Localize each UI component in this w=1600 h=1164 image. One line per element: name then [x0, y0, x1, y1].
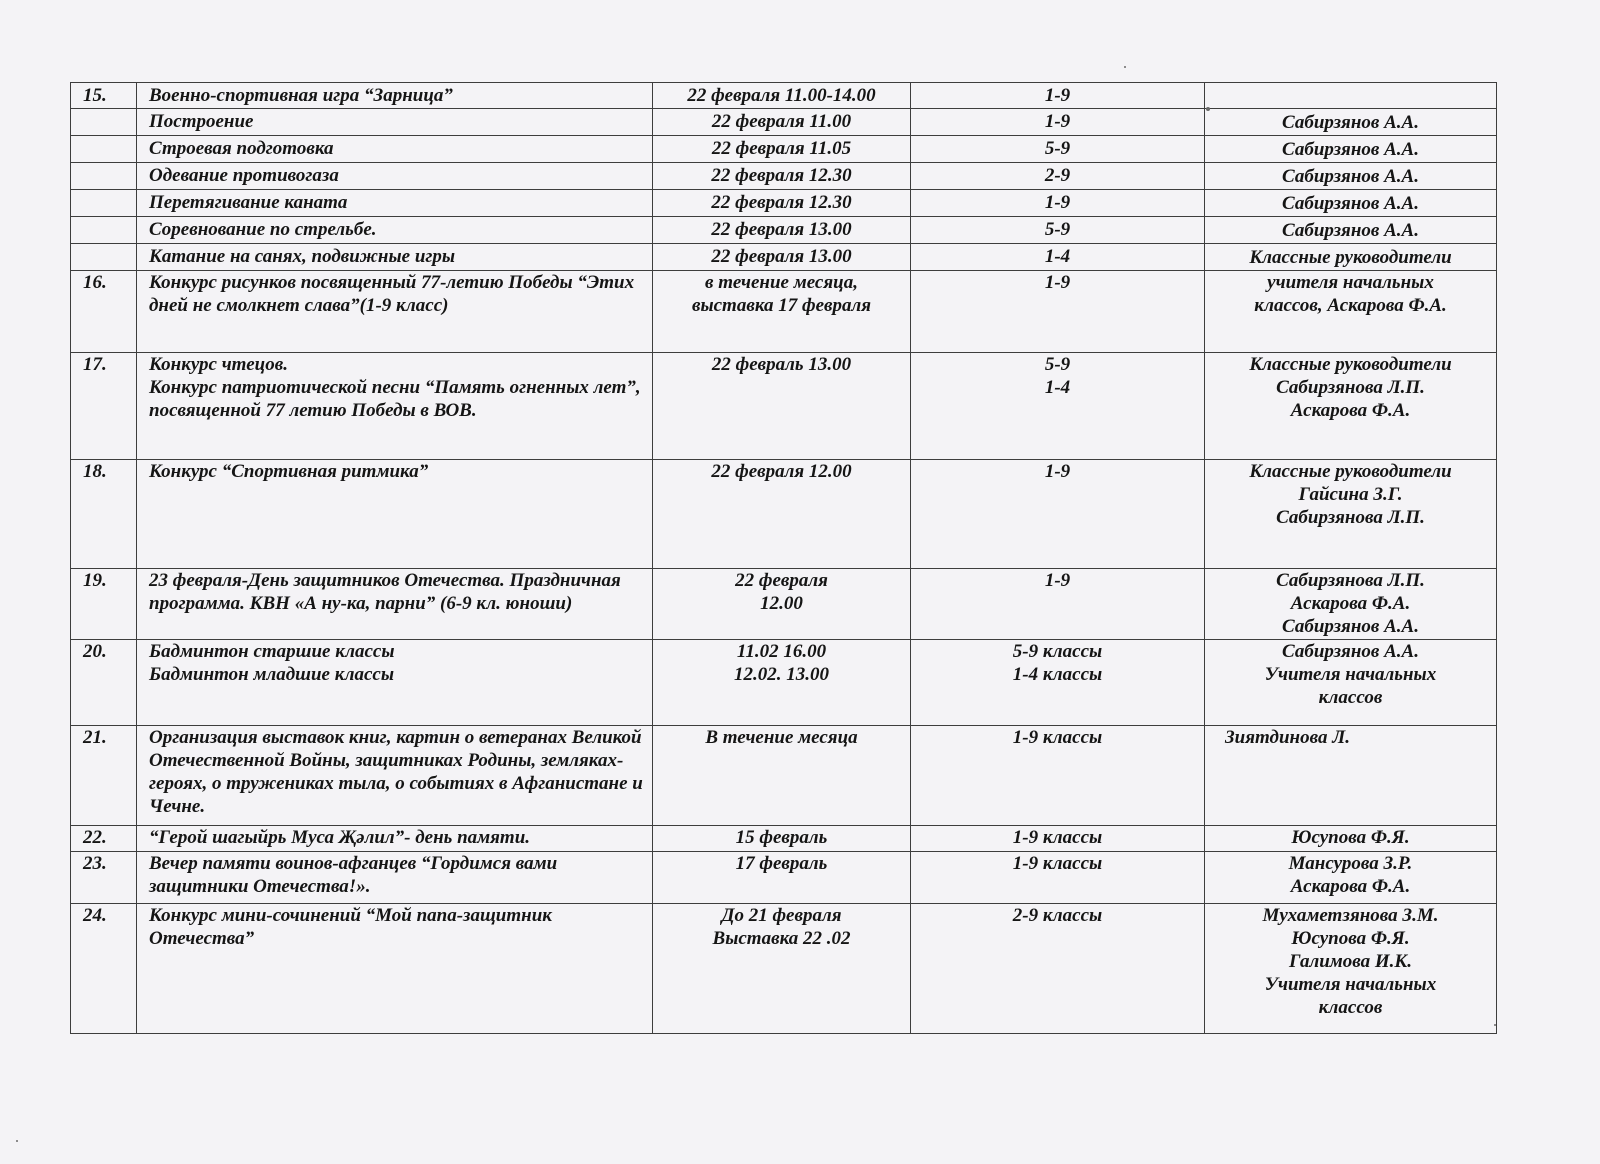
- event-name: Строевая подготовка: [137, 136, 653, 163]
- table-row: [71, 569, 1497, 640]
- event-classes: 1-9 классы: [911, 726, 1205, 826]
- table-row: [71, 109, 1497, 136]
- table-row: [71, 726, 1497, 826]
- scan-speck: [1124, 66, 1126, 68]
- event-schedule-table: [70, 82, 1497, 1034]
- event-date: 22 февраля 12.30: [653, 190, 911, 217]
- scan-speck: [1494, 1024, 1496, 1026]
- row-number: [71, 217, 137, 244]
- event-name: 23 февраля-День защитников Отечества. Праздничная программа. КВН «А ну-ка, парни” (6-9 кл. юноши): [137, 569, 653, 640]
- table-row: [71, 217, 1497, 244]
- row-number: [71, 109, 137, 136]
- event-date: в течение месяца, выставка 17 февраля: [653, 271, 911, 353]
- event-date: 22 февраля 13.00: [653, 217, 911, 244]
- event-responsible: Классные руководители Гайсина З.Г. Сабирзянова Л.П.: [1205, 460, 1497, 569]
- event-name: Построение: [137, 109, 653, 136]
- row-number: [71, 163, 137, 190]
- event-name: Конкурс мини-сочинений “Мой папа-защитник Отечества”: [137, 904, 653, 1034]
- event-responsible: Сабирзянов А.А.: [1205, 217, 1497, 244]
- event-name: Одевание противогаза: [137, 163, 653, 190]
- event-date: В течение месяца: [653, 726, 911, 826]
- event-classes: 2-9 классы: [911, 904, 1205, 1034]
- event-date: 22 февраля 12.00: [653, 460, 911, 569]
- event-name: Соревнование по стрельбе.: [137, 217, 653, 244]
- row-number: 19.: [71, 569, 137, 640]
- row-number: 21.: [71, 726, 137, 826]
- row-number: 24.: [71, 904, 137, 1034]
- row-number: 18.: [71, 460, 137, 569]
- event-date: 11.02 16.00 12.02. 13.00: [653, 640, 911, 726]
- event-name: Военно-спортивная игра “Зарница”: [137, 83, 653, 109]
- row-number: 17.: [71, 353, 137, 460]
- event-classes: 5-9 1-4: [911, 353, 1205, 460]
- event-classes: 1-4: [911, 244, 1205, 271]
- event-name: Катание на санях, подвижные игры: [137, 244, 653, 271]
- event-name: Конкурс “Спортивная ритмика”: [137, 460, 653, 569]
- event-date: 22 февраля 12.00: [653, 569, 911, 640]
- table-row: [71, 271, 1497, 353]
- event-responsible: Классные руководители Сабирзянова Л.П. Аскарова Ф.А.: [1205, 353, 1497, 460]
- event-classes: 1-9: [911, 271, 1205, 353]
- event-date: 22 февраля 12.30: [653, 163, 911, 190]
- event-classes: 5-9: [911, 217, 1205, 244]
- table-row: [71, 136, 1497, 163]
- scan-speck: [16, 1140, 18, 1142]
- event-responsible: Сабирзянов А.А.: [1205, 163, 1497, 190]
- event-classes: 1-9: [911, 569, 1205, 640]
- row-number: [71, 244, 137, 271]
- event-date: 15 февраль: [653, 826, 911, 852]
- table-row: [71, 83, 1497, 109]
- event-name: Вечер памяти воинов-афганцев “Гордимся вами защитники Отечества!».: [137, 852, 653, 904]
- row-number: [71, 136, 137, 163]
- event-classes: 1-9 классы: [911, 826, 1205, 852]
- event-responsible: [1205, 83, 1497, 109]
- event-classes: 2-9: [911, 163, 1205, 190]
- table-row: [71, 852, 1497, 904]
- event-responsible: Сабирзянова Л.П. Аскарова Ф.А. Сабирзянов А.А.: [1205, 569, 1497, 640]
- scan-speck: [1206, 107, 1210, 111]
- event-name: Бадминтон старшие классы Бадминтон младшие классы: [137, 640, 653, 726]
- event-classes: 5-9 классы 1-4 классы: [911, 640, 1205, 726]
- event-date: 17 февраль: [653, 852, 911, 904]
- event-name: Организация выставок книг, картин о ветеранах Великой Отечественной Войны, защитниках Родины, земляках-героях, о тружениках тыла, о событиях в Афганистане и Чечне.: [137, 726, 653, 826]
- event-responsible: Мухаметзянова З.М. Юсупова Ф.Я. Галимова И.К. Учителя начальных классов: [1205, 904, 1497, 1034]
- table-row: [71, 460, 1497, 569]
- event-classes: 1-9: [911, 460, 1205, 569]
- event-name: Перетягивание каната: [137, 190, 653, 217]
- event-date: 22 февраля 11.00: [653, 109, 911, 136]
- table-row: [71, 163, 1497, 190]
- event-responsible: Мансурова З.Р. Аскарова Ф.А.: [1205, 852, 1497, 904]
- event-responsible: Классные руководители: [1205, 244, 1497, 271]
- event-name: Конкурс рисунков посвященный 77-летию Победы “Этих дней не смолкнет слава”(1-9 класс): [137, 271, 653, 353]
- event-responsible: Сабирзянов А.А.: [1205, 136, 1497, 163]
- event-date: До 21 февраля Выставка 22 .02: [653, 904, 911, 1034]
- event-responsible: Сабирзянов А.А.: [1205, 109, 1497, 136]
- table-row: [71, 640, 1497, 726]
- event-responsible: Сабирзянов А.А. Учителя начальных классов: [1205, 640, 1497, 726]
- table-row: [71, 244, 1497, 271]
- event-classes: 5-9: [911, 136, 1205, 163]
- event-classes: 1-9 классы: [911, 852, 1205, 904]
- event-responsible: Зиятдинова Л.: [1205, 726, 1497, 826]
- event-date: 22 февраля 13.00: [653, 244, 911, 271]
- row-number: 15.: [71, 83, 137, 109]
- row-number: 23.: [71, 852, 137, 904]
- row-number: 22.: [71, 826, 137, 852]
- row-number: [71, 190, 137, 217]
- event-classes: 1-9: [911, 83, 1205, 109]
- event-classes: 1-9: [911, 190, 1205, 217]
- row-number: 16.: [71, 271, 137, 353]
- event-date: 22 февраля 11.05: [653, 136, 911, 163]
- event-responsible: учителя начальных классов, Аскарова Ф.А.: [1205, 271, 1497, 353]
- table-row: [71, 904, 1497, 1034]
- event-date: 22 февраля 11.00-14.00: [653, 83, 911, 109]
- table-row: [71, 190, 1497, 217]
- event-responsible: Сабирзянов А.А.: [1205, 190, 1497, 217]
- table-row: [71, 353, 1497, 460]
- event-name: Конкурс чтецов. Конкурс патриотической песни “Память огненных лет”, посвященной 77 летию Победы в ВОВ.: [137, 353, 653, 460]
- event-responsible: Юсупова Ф.Я.: [1205, 826, 1497, 852]
- table-row: [71, 826, 1497, 852]
- event-name: “Герой шагыйрь Муса Җәлил”- день памяти.: [137, 826, 653, 852]
- event-classes: 1-9: [911, 109, 1205, 136]
- event-date: 22 февраль 13.00: [653, 353, 911, 460]
- row-number: 20.: [71, 640, 137, 726]
